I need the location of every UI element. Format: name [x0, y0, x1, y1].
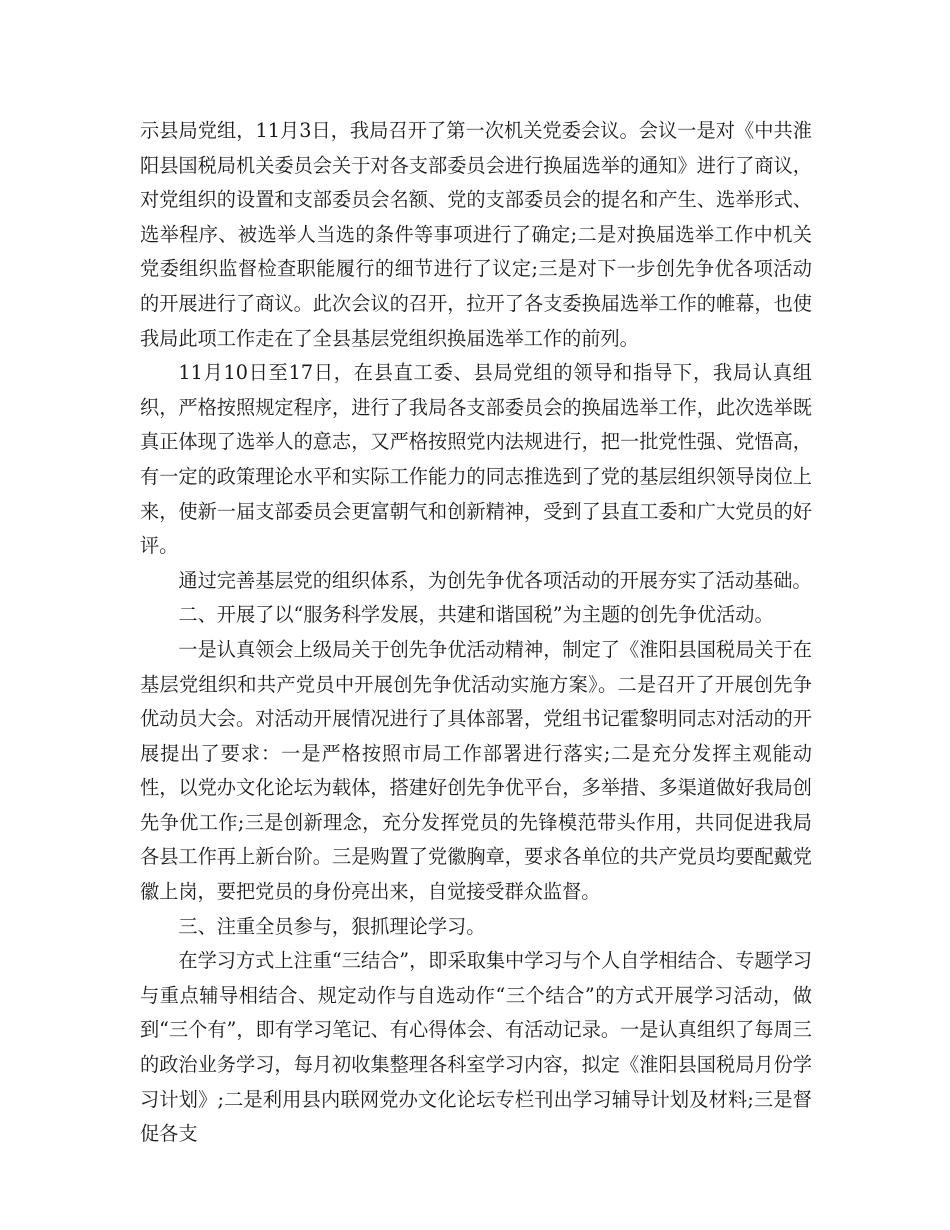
paragraph-2: 11月10日至17日，在县直工委、县局党组的领导和指导下，我局认真组织，严格按照规定程序，进行了我局各支部委员会的换届选举工作，此次选举既真正体现了选举人的意志，又严格按照党内法规进行，把一批党性强、党悟高，有一定的政策理论水平和实际工作能力的同志推选到了党的基层组织领导岗位上来，使新一届支部委员会更富朝气和创新精神，受到了县直工委和广大党员的好评。	[140, 361, 812, 558]
paragraph-1: 示县局党组，11月3日，我局召开了第一次机关党委会议。会议一是对《中共淮阳县国税局机关委员会关于对各支部委员会进行换届选举的通知》进行了商议，对党组织的设置和支部委员会名额、党的支部委员会的提名和产生、选举形式、选举程序、被选举人当选的条件等事项进行了确定;二是对换届选举工作中机关党委组织监督检查职能履行的细节进行了议定;三是对下一步创先争优各项活动的开展进行了商议。此次会议的召开，拉开了各支委换届选举工作的帷幕，也使我局此项工作走在了全县基层党组织换届选举工作的前列。	[140, 119, 812, 350]
paragraph-5: 一是认真领会上级局关于创先争优活动精神，制定了《淮阳县国税局关于在基层党组织和共产党员中开展创先争优活动实施方案》。二是召开了开展创先争优动员大会。对活动开展情况进行了具体部署，党组书记霍黎明同志对活动的开展提出了要求：一是严格按照市局工作部署进行落实;二是充分发挥主观能动性，以党办文化论坛为载体，搭建好创先争优平台，多举措、多渠道做好我局创先争优工作;三是创新理念，充分发挥党员的先锋模范带头作用，共同促进我局各县工作再上新台阶。三是购置了党徽胸章，要求各单位的共产党员均要配戴党徽上岗，要把党员的身份亮出来，自觉接受群众监督。	[140, 637, 812, 904]
paragraph-3: 通过完善基层党的组织体系，为创先争优各项活动的开展夯实了活动基础。	[178, 568, 812, 592]
document-body	[140, 114, 812, 1152]
section-heading-3: 三、注重全员参与，狠抓理论学习。	[178, 914, 486, 938]
paragraph-7: 在学习方式上注重“三结合”，即采取集中学习与个人自学相结合、专题学习与重点辅导相结合、规定动作与自选动作“三个结合”的方式开展学习活动，做到“三个有”，即有学习笔记、有心得体会、有活动记录。一是认真组织了每周三的政治业务学习，每月初收集整理各科室学习内容，拟定《淮阳县国税局月份学习计划》;二是利用县内联网党办文化论坛专栏刊出学习辅导计划及材料;三是督促各支	[140, 949, 813, 1146]
section-heading-2: 二、开展了以“服务科学发展，共建和谐国税”为主题的创先争优活动。	[178, 603, 774, 627]
